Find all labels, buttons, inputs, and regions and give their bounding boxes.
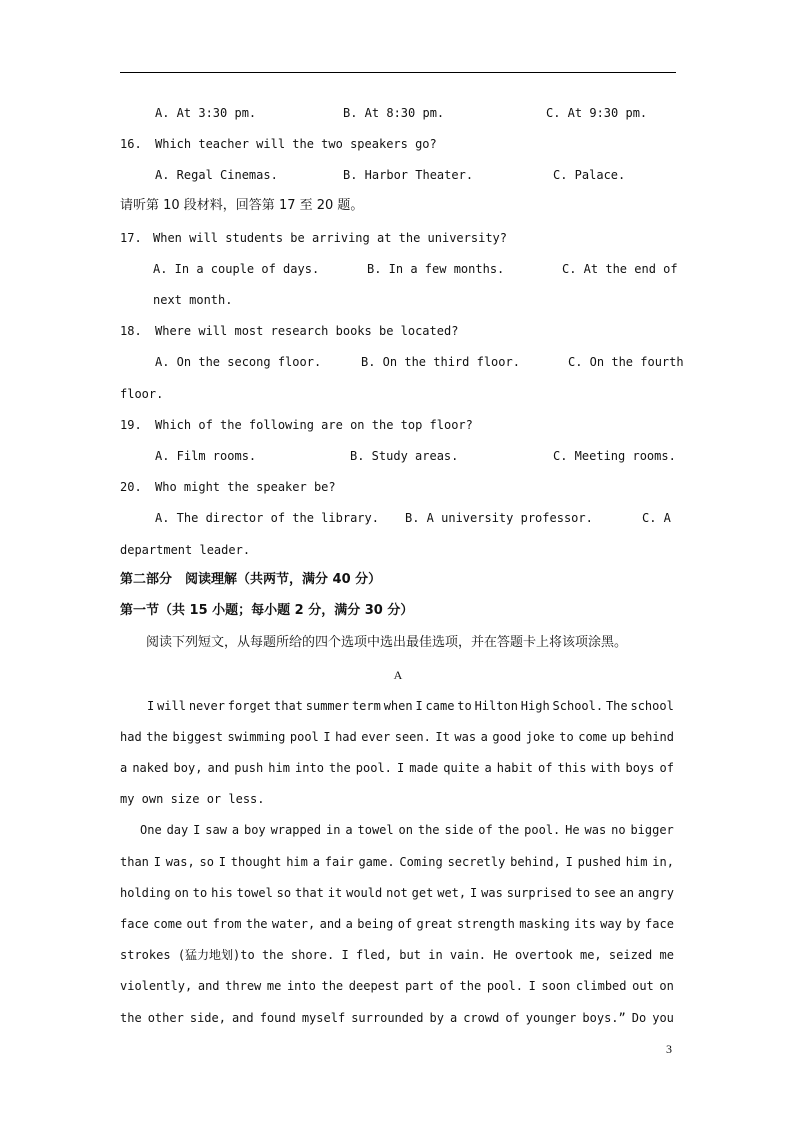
q16-option-c: C. Palace.: [553, 168, 626, 182]
question-number: 17.: [120, 231, 142, 245]
q17-option-c-continued: next month.: [153, 293, 233, 307]
passage-line: One day I saw a boy wrapped in a towel on the side of the pool. He was no bigger: [140, 823, 674, 837]
header-rule: [120, 72, 676, 73]
passage-label: A: [393, 668, 403, 682]
section-10-instruction: 请听第 10 段材料，回答第 17 至 20 题。: [120, 198, 364, 213]
passage-line: had the biggest swimming pool I had ever seen. It was a good joke to come up behind: [120, 730, 674, 744]
q18-continuation: floor.: [120, 387, 164, 401]
question-text: When will students be arriving at the university?: [153, 231, 508, 245]
question-18: [120, 322, 676, 340]
question-number: 19.: [120, 418, 142, 432]
section-one-heading: 第一节（共 15 小题；每小题 2 分，满分 30 分）: [120, 603, 414, 618]
q18-option-b: B. On the third floor.: [361, 355, 520, 369]
q17-continuation: [120, 291, 676, 309]
q19-option-c: C. Meeting rooms.: [553, 449, 676, 463]
question-16: [120, 135, 676, 153]
page-number: 3: [666, 1042, 672, 1056]
question-19: [120, 416, 676, 434]
passage-line: holding on to his towel so that it would not get wet, I was surprised to see an angry: [120, 886, 674, 900]
q20-option-b: B. A university professor.: [405, 511, 593, 525]
q17-options: [120, 260, 676, 278]
q18-options: [120, 353, 684, 371]
q20-option-a: A. The director of the library.: [155, 511, 379, 525]
q19-option-a: A. Film rooms.: [155, 449, 257, 463]
question-number: 16.: [120, 137, 142, 151]
q20-options: [120, 509, 676, 527]
q15-options: [120, 104, 676, 122]
passage-line: I will never forget that summer term when I came to Hilton High School. The school: [147, 699, 674, 713]
q15-option-a: A. At 3:30 pm.: [155, 106, 257, 120]
question-number: 20.: [120, 480, 142, 494]
q16-option-a: A. Regal Cinemas.: [155, 168, 278, 182]
passage-line: strokes (猛力地划)to the shore. I fled, but in vain. He overtook me, seized me: [120, 948, 674, 962]
passage-line: violently, and threw me into the deepest part of the pool. I soon climbed out on: [120, 979, 674, 993]
question-17: [120, 229, 676, 247]
passage-line: a naked boy, and push him into the pool. I made quite a habit of this with boys of: [120, 761, 674, 775]
reading-instruction: 阅读下列短文，从每题所给的四个选项中选出最佳选项，并在答题卡上将该项涂黑。: [146, 635, 628, 650]
q20-continuation: department leader.: [120, 543, 251, 557]
question-text: Where will most research books be located?: [155, 324, 459, 338]
q20-option-c: C. A: [642, 511, 671, 525]
q19-options: [120, 447, 676, 465]
question-text: Who might the speaker be?: [155, 480, 336, 494]
question-20: [120, 478, 676, 496]
question-number: 18.: [120, 324, 142, 338]
q16-options: [120, 166, 676, 184]
q16-option-b: B. Harbor Theater.: [343, 168, 474, 182]
q17-option-a: A. In a couple of days.: [153, 262, 320, 276]
passage-line: than I was, so I thought him a fair game. Coming secretly behind, I pushed him in,: [120, 855, 674, 869]
part-two-heading: 第二部分 阅读理解（共两节，满分 40 分）: [120, 572, 382, 587]
question-text: Which of the following are on the top floor?: [155, 418, 473, 432]
q17-option-c: C. At the end of: [562, 262, 678, 276]
q19-option-b: B. Study areas.: [350, 449, 459, 463]
question-text: Which teacher will the two speakers go?: [155, 137, 437, 151]
passage-line: face come out from the water, and a being of great strength masking its way by face: [120, 917, 674, 931]
passage-line: the other side, and found myself surrounded by a crowd of younger boys.” Do you: [120, 1011, 674, 1025]
q15-option-b: B. At 8:30 pm.: [343, 106, 445, 120]
passage-line: my own size or less.: [120, 792, 265, 806]
q15-option-c: C. At 9:30 pm.: [546, 106, 648, 120]
q17-option-b: B. In a few months.: [367, 262, 505, 276]
q18-option-c: C. On the fourth: [568, 355, 684, 369]
q18-option-a: A. On the secong floor.: [155, 355, 322, 369]
